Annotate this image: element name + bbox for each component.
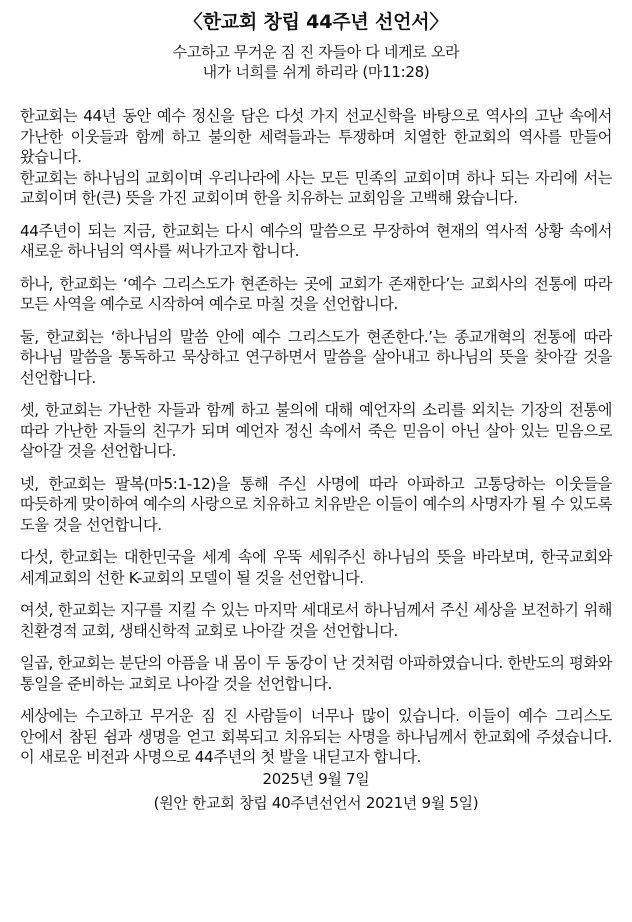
declaration-three: 셋, 한교회는 가난한 자들과 함께 하고 불의에 대해 예언자의 소리를 외치는 기장의 전통에 따라 가난한 자들의 친구가 되며 예언자 정신 속에서 죽은 믿음이 아닌 살아 있는 믿음으로 살아갈 것을 선언합니다. (20, 401, 612, 460)
declaration-one: 하나, 한교회는 ‘예수 그리스도가 현존하는 곳에 교회가 존재한다’는 교회사의 전통에 따라 모든 사역을 예수로 시작하여 예수로 마칠 것을 선언합니다. (20, 274, 612, 313)
declaration-date: 2025년 9월 7일 (262, 769, 370, 788)
anniversary-paragraph: 44주년이 되는 지금, 한교회는 다시 예수의 말씀으로 무장하여 현재의 역사적 상황 속에서 새로운 하나님의 역사를 써나가고자 합니다. (20, 221, 612, 260)
declaration-six: 여섯, 한교회는 지구를 지킬 수 있는 마지막 세대로서 하나님께서 주신 세상을 보전하기 위해 친환경적 교회, 생태신학적 교회로 나아갈 것을 선언합니다. (20, 601, 612, 640)
intro-paragraph-1: 한교회는 44년 동안 예수 정신을 담은 다섯 가지 선교신학을 바탕으로 역사의 고난 속에서 가난한 이웃들과 함께 하고 불의한 세력들과는 투쟁하며 치열한 한교회의 역사를 만들어 왔습니다. (20, 107, 612, 166)
intro-paragraph-2: 한교회는 하나님의 교회이며 우리나라에 사는 모든 민족의 교회이며 하나 되는 자리에 서는 교회이며 한(큰) 뜻을 가진 교회이며 한을 치유하는 교회임을 고백해 왔습니다. (20, 168, 612, 207)
declaration-body (20, 106, 612, 768)
original-declaration-note: (원안 한교회 창립 40주년선언서 2021년 9월 5일) (153, 793, 479, 812)
document-title: 〈한교회 창립 44주년 선언서〉 (183, 11, 449, 33)
declaration-four: 넷, 한교회는 팔복(마5:1-12)을 통해 주신 사명에 따라 아파하고 고통당하는 이웃들을 따듯하게 맞이하여 예수의 사랑으로 치유하고 치유받은 이들이 예수의 사명자가 될 수 있도록 도울 것을 선언합니다. (20, 474, 612, 534)
closing-paragraph: 세상에는 수고하고 무거운 짐 진 사람들이 너무나 많이 있습니다. 이들이 예수 그리스도 안에서 참된 쉼과 생명을 얻고 회복되고 치유되는 사명을 하나님께서 한교회에 주셨습니다. 이 새로운 비전과 사명으로 44주년의 첫 발을 내딛고자 합니다. (20, 707, 612, 766)
declaration-five: 다섯, 한교회는 대한민국을 세계 속에 우뚝 세워주신 하나님의 뜻을 바라보며, 한국교회와 세계교회의 선한 K-교회의 모델이 될 것을 선언합니다. (20, 548, 612, 587)
declaration-seven: 일곱, 한교회는 분단의 아픔을 내 몸이 두 동강이 난 것처럼 아파하였습니다. 한반도의 평화와 통일을 준비하는 교회로 나아갈 것을 선언합니다. (20, 654, 612, 693)
verse-line-2: 내가 너희를 쉬게 하리라 (마11:28) (202, 63, 430, 81)
verse-line-1: 수고하고 무거운 짐 진 자들아 다 네게로 오라 (172, 43, 460, 61)
declaration-two: 둘, 한교회는 ‘하나님의 말씀 안에 예수 그리스도가 현존한다.’는 종교개혁의 전통에 따라 하나님 말씀을 통독하고 묵상하고 연구하면서 말씀을 살아내고 하나님의 뜻을 찾아갈 것을 선언합니다. (20, 327, 612, 387)
